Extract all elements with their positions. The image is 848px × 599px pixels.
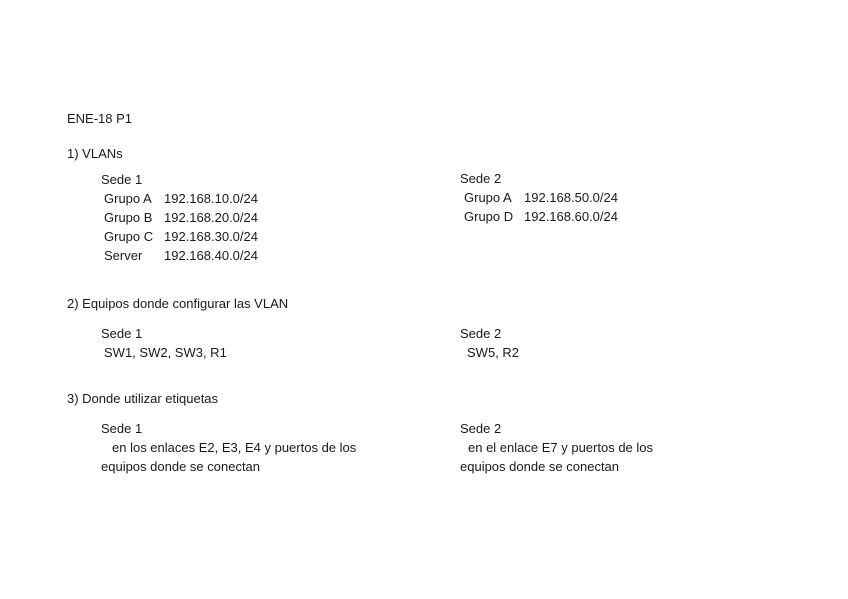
vlan-group: Server bbox=[104, 248, 143, 263]
vlan-group: Grupo B bbox=[104, 210, 153, 225]
vlan-group: Grupo A bbox=[464, 190, 512, 205]
sede2-devices: SW5, R2 bbox=[467, 345, 520, 360]
sede1-devices: SW1, SW2, SW3, R1 bbox=[104, 345, 227, 360]
document-title: ENE-18 P1 bbox=[67, 111, 133, 126]
vlan-row bbox=[104, 191, 258, 207]
sede2-label: Sede 2 bbox=[460, 171, 502, 186]
section-1-heading: 1) VLANs bbox=[67, 146, 123, 161]
vlan-network: 192.168.10.0/24 bbox=[164, 191, 258, 206]
vlan-network: 192.168.30.0/24 bbox=[164, 229, 258, 244]
vlan-row bbox=[104, 210, 258, 226]
vlan-row bbox=[464, 209, 618, 225]
vlan-row bbox=[464, 190, 618, 206]
sede2-tag-text: equipos donde se conectan bbox=[460, 459, 620, 474]
vlan-row bbox=[104, 248, 258, 264]
sede2-label: Sede 2 bbox=[460, 326, 502, 341]
vlan-group: Grupo D bbox=[464, 209, 514, 224]
vlan-group: Grupo C bbox=[104, 229, 154, 244]
vlan-network: 192.168.50.0/24 bbox=[524, 190, 618, 205]
vlan-row bbox=[104, 229, 258, 245]
sede2-label: Sede 2 bbox=[460, 421, 502, 436]
vlan-network: 192.168.40.0/24 bbox=[164, 248, 258, 263]
vlan-group: Grupo A bbox=[104, 191, 152, 206]
vlan-network: 192.168.20.0/24 bbox=[164, 210, 258, 225]
sede1-tag-text: equipos donde se conectan bbox=[101, 459, 261, 474]
section-2-heading: 2) Equipos donde configurar las VLAN bbox=[67, 296, 289, 311]
sede1-label: Sede 1 bbox=[101, 421, 143, 436]
section-3-heading: 3) Donde utilizar etiquetas bbox=[67, 391, 219, 406]
sede1-tag-text: en los enlaces E2, E3, E4 y puertos de los bbox=[112, 440, 357, 455]
sede1-label: Sede 1 bbox=[101, 326, 143, 341]
sede2-tag-text: en el enlace E7 y puertos de los bbox=[468, 440, 654, 455]
sede1-label: Sede 1 bbox=[101, 172, 143, 187]
vlan-network: 192.168.60.0/24 bbox=[524, 209, 618, 224]
